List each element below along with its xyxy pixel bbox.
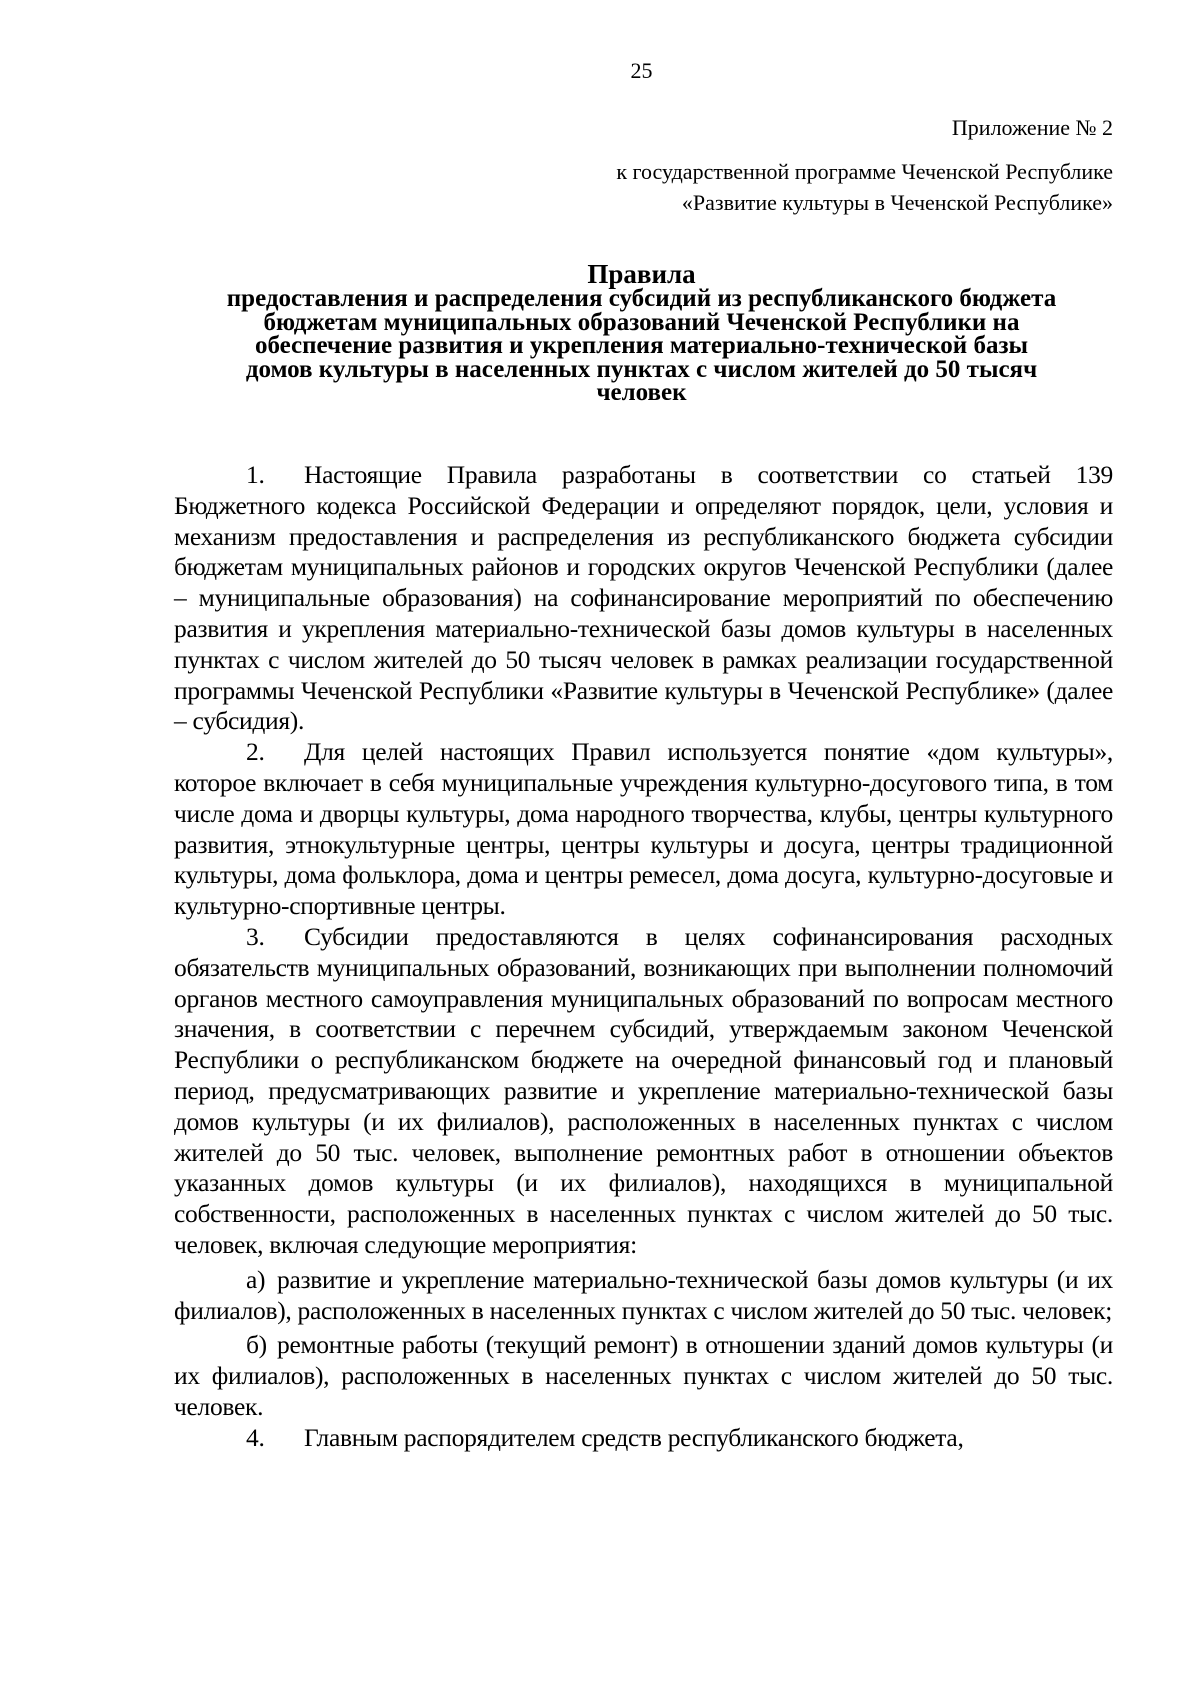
paragraph-number: 4. [246, 1422, 265, 1452]
paragraph-2 [174, 737, 1113, 922]
paragraph-text: Для целей настоящих Правил используется понятие «дом культуры», которое включает в себя муниципальные учреждения культурно-досугового типа, в том числе дома и дворцы культуры, дома народного творчества, клубы, центры культурного развития, этнокультурные центры, центры культуры и досуга, центры традиционной культуры, дома фольклора, дома и центры ремесел, дома досуга, культурно-досуговые и культурно-спортивные центры. [174, 737, 1113, 921]
document-body [174, 460, 1113, 1454]
appendix-line-1: к государственной программе Чеченской Республике [616, 159, 1113, 184]
paragraph-4 [174, 1423, 1113, 1454]
paragraph-number: 2. [246, 737, 265, 767]
title-line-5: человек [596, 379, 687, 406]
title-line-4: домов культуры в населенных пунктах с числом жителей до 50 тысяч [245, 355, 1038, 383]
paragraph-1 [174, 460, 1113, 737]
subparagraph-b [174, 1330, 1113, 1422]
appendix-reference [616, 156, 1113, 218]
page-number: 25 [630, 58, 653, 83]
paragraph-text: Субсидии предоставляются в целях софинансирования расходных обязательств муниципальных образований, возникающих при выполнении полномочий органов местного самоуправления муниципальных образований по вопросам местного значения, в соответствии с перечнем субсидий, утверждаемым законом Чеченской Республики о республиканском бюджете на очередной финансовый год и плановый период, предусматривающих развитие и укрепление материально-технической базы домов культуры (и их филиалов), расположенных в населенных пунктах с числом жителей до 50 тыс. человек, выполнение ремонтных работ в отношении объектов указанных домов культуры (и их филиалов), находящихся в муниципальной собственности, расположенных в населенных пунктах с числом жителей до 50 тыс. человек, включая следующие мероприятия: [174, 921, 1113, 1259]
paragraph-text: Главным распорядителем средств республиканского бюджета, [304, 1422, 964, 1452]
paragraph-number: 1. [246, 460, 265, 489]
title-line-3: обеспечение развития и укрепления материально-технической базы [254, 332, 1029, 359]
appendix-line-2: «Развитие культуры в Чеченской Республике» [681, 190, 1113, 215]
paragraph-text: развитие и укрепление материально-технической базы домов культуры (и их филиалов), расположенных в населенных пунктах с числом жителей до 50 тыс. человек; [174, 1264, 1113, 1325]
paragraph-text: Настоящие Правила разработаны в соответствии со статьей 139 Бюджетного кодекса Российской Федерации и определяют порядок, цели, условия и механизм предоставления и распределения из республиканского бюджета субсидии бюджетам муниципальных районов и городских округов Чеченской Республики (далее – муниципальные образования) на софинансирование мероприятий по обеспечению развития и укрепления материально-технической базы домов культуры в населенных пунктах с числом жителей до 50 тысяч человек в рамках реализации государственной программы Чеченской Республики «Развитие культуры в Чеченской Республике» (далее – субсидия). [174, 460, 1113, 736]
paragraph-number: 3. [246, 921, 265, 951]
document-title [170, 259, 1113, 406]
title-line-1: предоставления и распределения субсидий из республиканского бюджета [226, 285, 1057, 312]
subparagraph-letter: б) [246, 1330, 267, 1360]
paragraph-text: ремонтные работы (текущий ремонт) в отношении зданий домов культуры (и их филиалов), расположенных в населенных пунктах с числом жителей до 50 тыс. человек. [174, 1330, 1113, 1421]
subparagraph-letter: а) [246, 1264, 266, 1294]
title-main: Правила [587, 259, 696, 289]
paragraph-3 [174, 922, 1113, 1261]
title-line-2: бюджетам муниципальных образований Чеченской Республики на [263, 308, 1020, 336]
appendix-label: Приложение № 2 [951, 115, 1113, 140]
appendix-header [616, 112, 1113, 218]
subparagraph-a [174, 1265, 1113, 1327]
